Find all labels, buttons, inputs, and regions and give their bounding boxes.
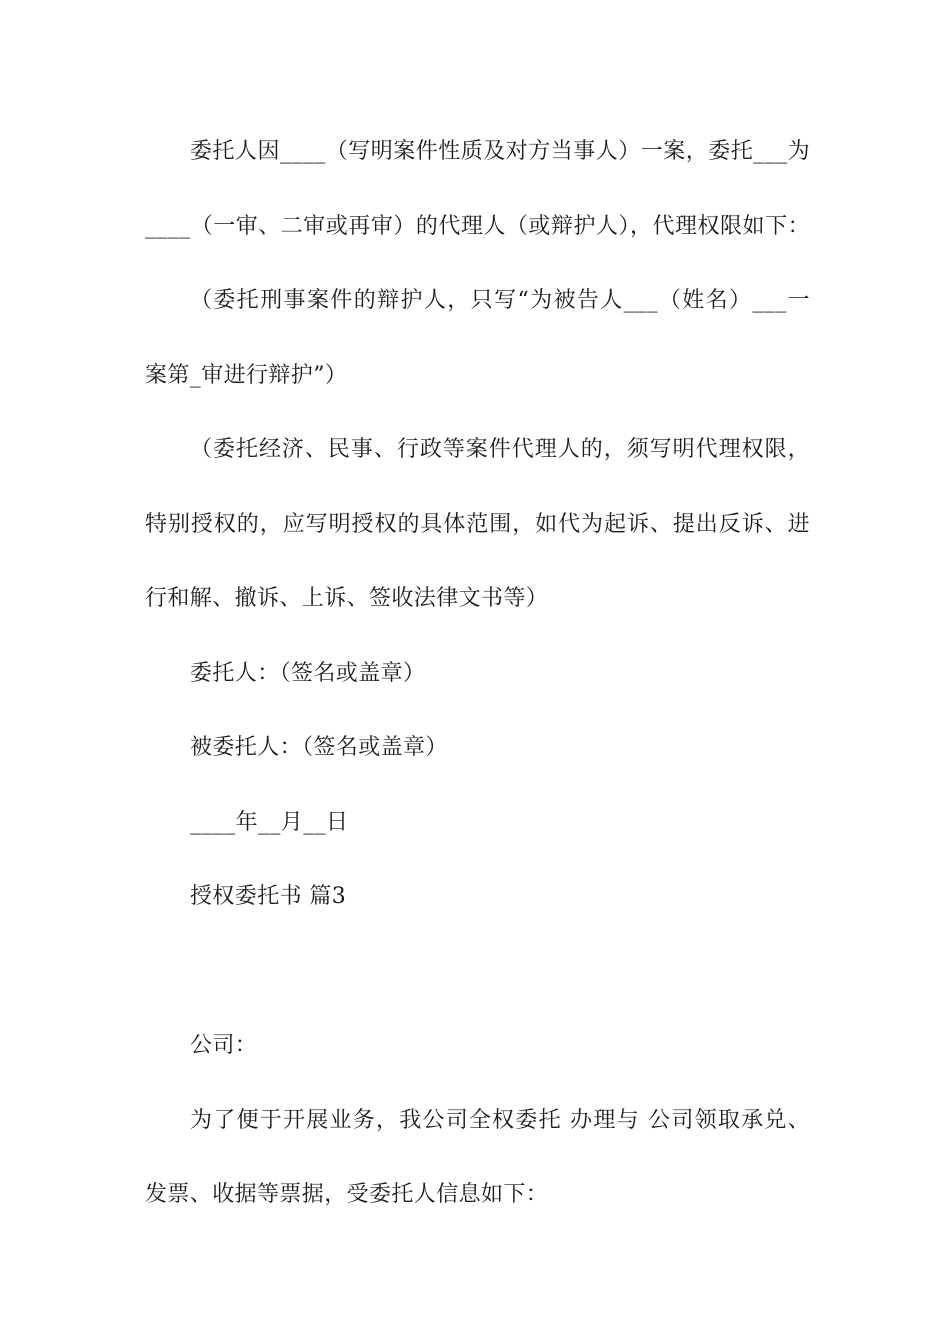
date-line: ____年__月__日 — [190, 810, 349, 835]
signature-line-principal: 委托人：（签名或盖章） — [190, 661, 426, 686]
paragraph-line: 行和解、撤诉、上诉、签收法律文书等） — [145, 586, 549, 611]
paragraph-line: 为了便于开展业务，我公司全权委托 办理与 公司领取承兑、 — [190, 1108, 810, 1133]
paragraph-line: 案第_审进行辩护”） — [145, 363, 348, 388]
paragraph-line: ____（一审、二审或再审）的代理人（或辩护人），代理权限如下： — [145, 214, 810, 239]
paragraph-line: （委托刑事案件的辩护人，只写“为被告人___（姓名）___一 — [190, 288, 810, 313]
addressee-line: 公司： — [190, 1033, 258, 1058]
paragraph-line: 发票、收据等票据，受委托人信息如下： — [145, 1182, 549, 1207]
paragraph-line: 特别授权的，应写明授权的具体范围，如代为起诉、提出反诉、进 — [145, 512, 810, 537]
paragraph-line: （委托经济、民事、行政等案件代理人的，须写明代理权限， — [190, 437, 810, 462]
signature-line-agent: 被委托人：（签名或盖章） — [190, 735, 448, 760]
section-heading: 授权委托书 篇3 — [190, 884, 347, 909]
paragraph-line: 委托人因____（写明案件性质及对方当事人）一案，委托___为 — [190, 139, 810, 164]
